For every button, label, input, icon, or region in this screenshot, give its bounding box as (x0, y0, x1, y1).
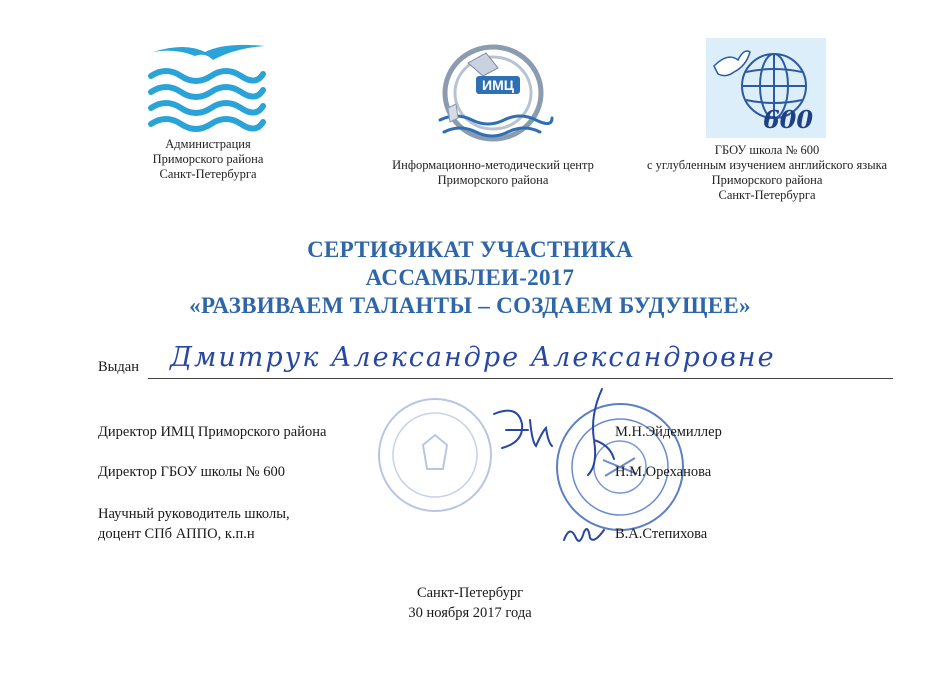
imc-logo (428, 38, 558, 148)
signature-eidemiller-icon (488, 402, 558, 457)
recipient-name: Дмитрук Александре Александровне (170, 342, 776, 373)
signatory-name-1: М.Н.Эйдемиллер (615, 424, 722, 440)
footer-date: 30 ноября 2017 года (408, 605, 532, 621)
caption-line: Санкт-Петербурга (159, 167, 257, 181)
certificate-title (0, 236, 940, 320)
school-logo-caption (622, 143, 912, 203)
caption-line: Санкт-Петербурга (718, 188, 816, 202)
caption-line: Администрация (165, 137, 251, 151)
imc-globe-logo-icon (428, 38, 558, 148)
issued-label: Выдан (98, 359, 139, 375)
issued-underline (148, 378, 893, 379)
signatory-position-2: Директор ГБОУ школы № 600 (98, 464, 285, 480)
caption-line: Приморского района (152, 152, 264, 166)
caption-line: Информационно-методический центр (392, 158, 594, 172)
signature-stepikhova-icon (560, 520, 610, 548)
caption-line: с углубленным изучением английского языка (646, 158, 888, 172)
signatory-name-3: В.А.Степихова (615, 526, 708, 542)
footer-city: Санкт-Петербург (416, 585, 524, 601)
imc-emblem-text: ИМЦ (482, 77, 514, 93)
admin-logo (145, 38, 270, 133)
title-line-2: АССАМБЛЕИ-2017 (365, 265, 575, 290)
title-line-1: СЕРТИФИКАТ УЧАСТНИКА (307, 237, 633, 262)
waves-seagull-logo-icon (145, 38, 270, 133)
caption-line: ГБОУ школа № 600 (714, 143, 820, 157)
school-emblem-text: 600 (762, 105, 814, 134)
imc-logo-caption (368, 158, 618, 188)
signature-orekhanova-icon (580, 385, 620, 480)
caption-line: Приморского района (437, 173, 549, 187)
signatory-name-2: Н.М.Ореханова (615, 464, 712, 480)
dove-globe-600-logo-icon (706, 38, 826, 138)
admin-logo-caption (108, 137, 308, 182)
signatory-position-1: Директор ИМЦ Приморского района (98, 424, 327, 440)
school-logo (706, 38, 826, 138)
title-line-3: «РАЗВИВАЕМ ТАЛАНТЫ – СОЗДАЕМ БУДУЩЕЕ» (189, 293, 751, 318)
imc-stamp-icon (375, 395, 495, 515)
signatory-position-3: Научный руководитель школы, доцент СПб АППО, к.п.н (98, 506, 290, 542)
caption-line: Приморского района (711, 173, 823, 187)
